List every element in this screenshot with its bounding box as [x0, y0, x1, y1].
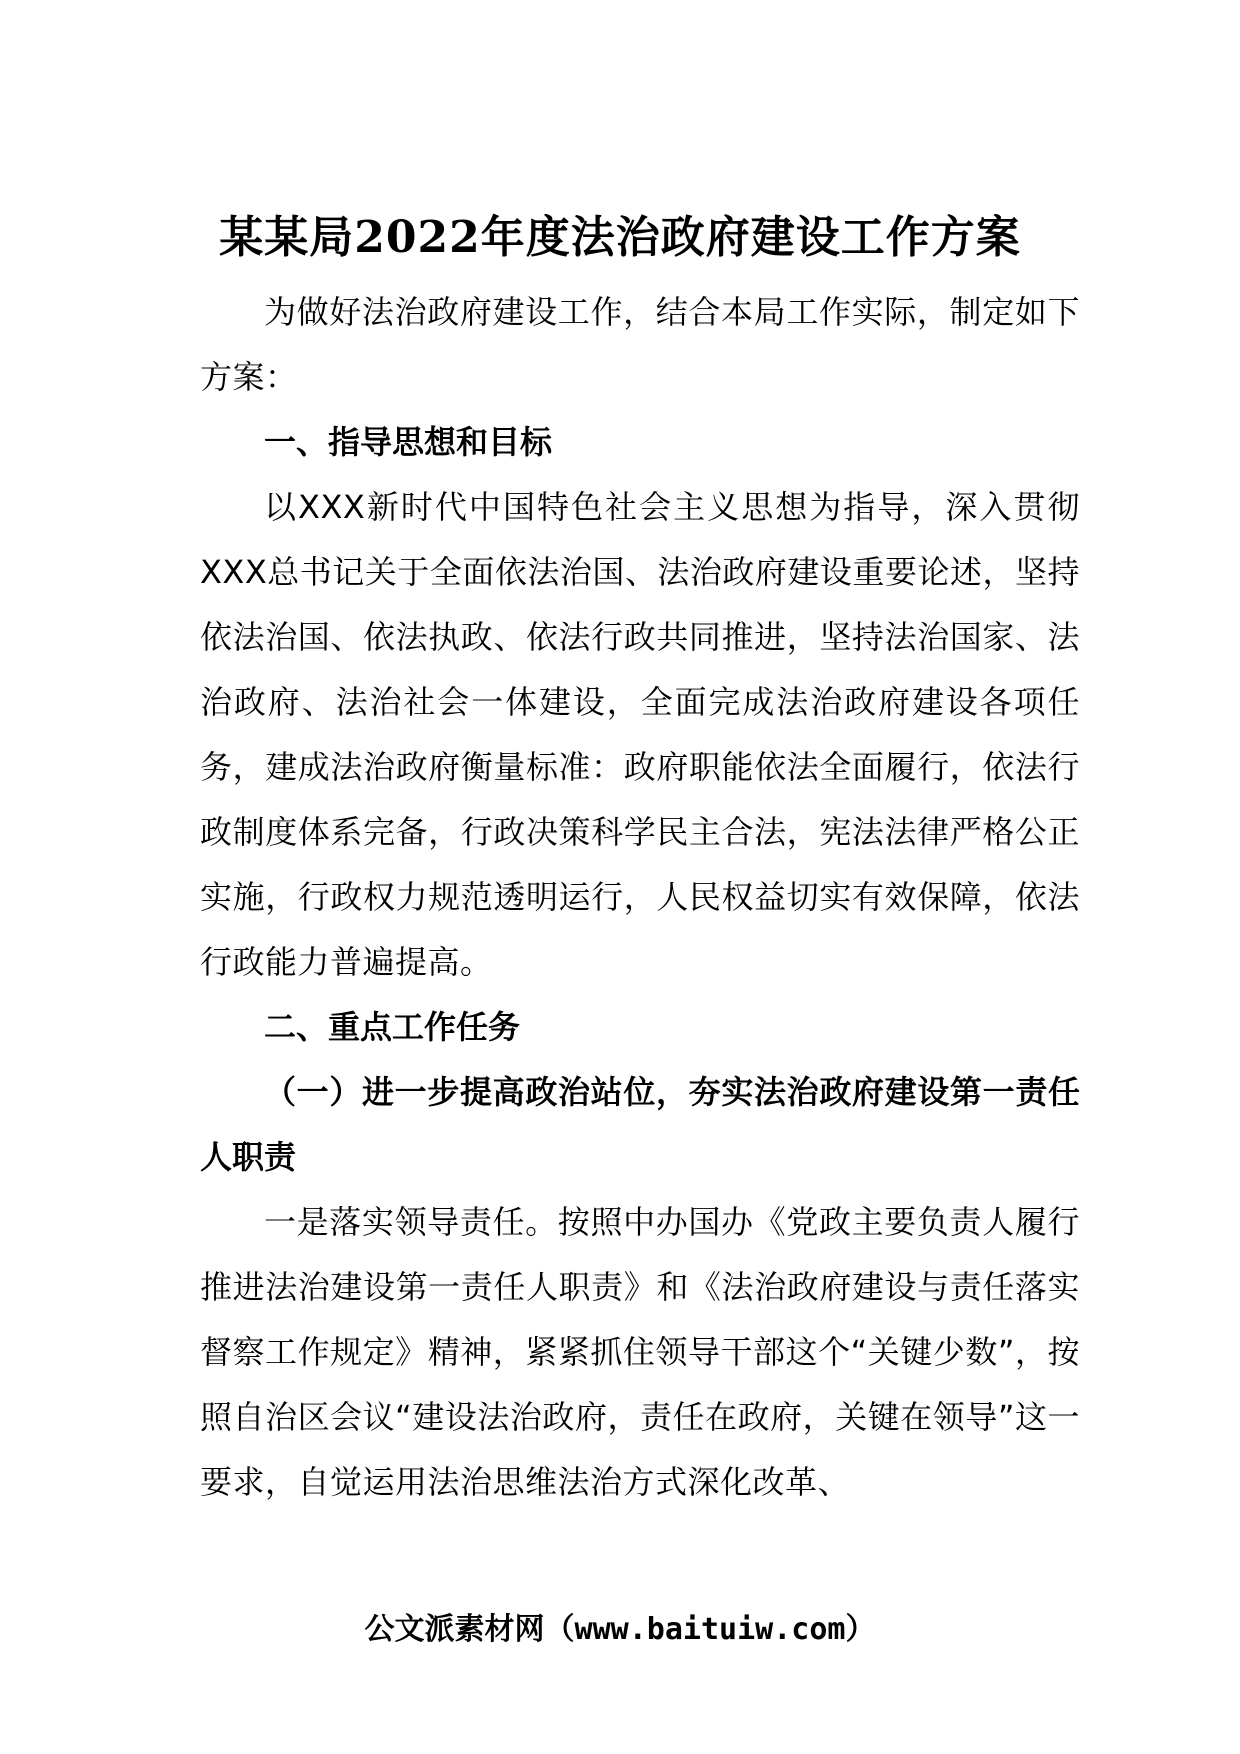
intro-paragraph: 为做好法治政府建设工作，结合本局工作实际，制定如下方案： [200, 293, 1080, 396]
footer-watermark: 公文派素材网（www.baituiw.com） [364, 1612, 876, 1647]
guiding-ideology-paragraph: 以XXX新时代中国特色社会主义思想为指导，深入贯彻XXX总书记关于全面依法治国、法治政府建设重要论述，坚持依法治国、依法执政、依法行政共同推进，坚持法治国家、法治政府、法治社会一体建设，全面完成法治政府建设各项任务，建成法治政府衡量标准：政府职能依法全面履行，依法行政制度体系完备，行政决策科学民主合法，宪法法律严格公正实施，行政权力规范透明运行，人民权益切实有效保障，依法行政能力普遍提高。 [200, 488, 1080, 981]
section-heading-guiding-ideology: 一、指导思想和目标 [264, 423, 553, 461]
subsection-heading-political-standing: （一）进一步提高政治站位，夯实法治政府建设第一责任人职责 [200, 1073, 1080, 1176]
document-body [200, 280, 1080, 1515]
section-heading-key-tasks: 二、重点工作任务 [264, 1008, 521, 1046]
document-title: 某某局2022年度法治政府建设工作方案 [219, 212, 1021, 263]
leadership-responsibility-paragraph: 一是落实领导责任。按照中办国办《党政主要负责人履行推进法治建设第一责任人职责》和《法治政府建设与责任落实督察工作规定》精神，紧紧抓住领导干部这个“关键少数”，按照自治区会议“建设法治政府，责任在政府，关键在领导”这一要求，自觉运用法治思维法治方式深化改革、 [200, 1203, 1080, 1501]
